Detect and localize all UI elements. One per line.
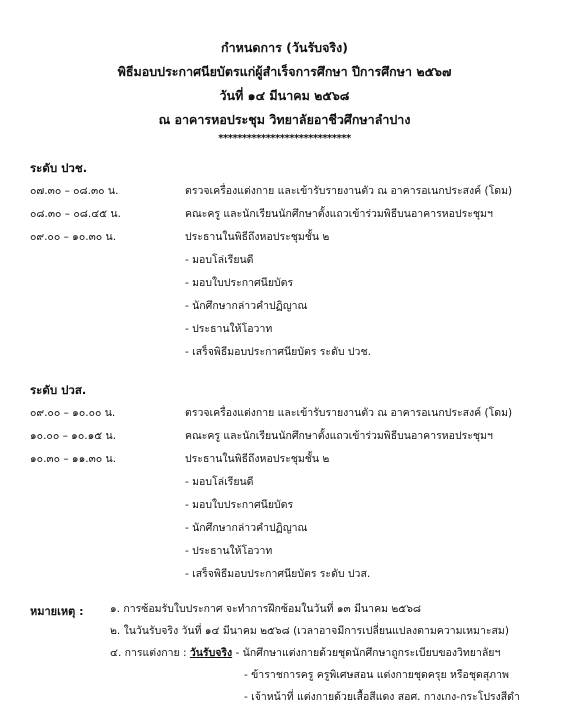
row-time: ๑๐.๐๐ – ๑๐.๑๕ น. — [30, 430, 117, 442]
row-time: ๐๙.๐๐ – ๑๐.๓๐ น. — [30, 231, 117, 243]
list-item: - มอบใบประกาศนียบัตร — [185, 499, 294, 511]
list-item: - มอบโล่เรียนดี — [185, 476, 254, 488]
dress-code-day: วันรับจริง — [189, 647, 233, 659]
dress-code-prefix: ๔. การแต่งกาย : — [110, 647, 190, 659]
note-item-rehearsal: ๑. การซ้อมรับใบประกาศ จะทำการฝึกซ้อมในวันที่ ๑๓ มีนาคม ๒๕๖๘ — [110, 603, 421, 615]
note-item-staff: - เจ้าหน้าที่ แต่งกายด้วยเสื้อสีแดง สอศ. กางเกง-กระโปรงสีดำ — [244, 691, 520, 703]
header-divider: **************************** — [218, 133, 351, 144]
row-description: ตรวจเครื่องแต่งกาย และเข้ารับรายงานตัว ณ อาคารอเนกประสงค์ (โดม) — [185, 407, 513, 419]
list-item: - นักศึกษากล่าวคำปฏิญาณ — [185, 300, 308, 312]
row-description: คณะครู และนักเรียนนักศึกษาตั้งแถวเข้าร่วมพิธีบนอาคารหอประชุมฯ — [185, 430, 493, 442]
list-item: - เสร็จพิธีมอบประกาศนียบัตร ระดับ ปวช. — [185, 346, 371, 358]
row-time: ๐๘.๓๐ – ๐๘.๔๕ น. — [30, 208, 121, 220]
note-item-teachers: - ข้าราชการครู ครูพิเศษสอน แต่งกายชุดครุย หรือชุดสุภาพ — [244, 669, 509, 681]
section-title-pvs: ระดับ ปวส. — [30, 383, 87, 397]
row-time: ๐๗.๓๐ – ๐๘.๓๐ น. — [30, 185, 119, 197]
header-title: กำหนดการ (วันรับจริง) — [221, 40, 348, 55]
header-date: วันที่ ๑๔ มีนาคม ๒๕๖๘ — [219, 88, 350, 103]
list-item: - มอบใบประกาศนียบัตร — [185, 277, 294, 289]
row-description: คณะครู และนักเรียนนักศึกษาตั้งแถวเข้าร่วมพิธีบนอาคารหอประชุมฯ — [185, 208, 493, 220]
list-item: - มอบโล่เรียนดี — [185, 254, 254, 266]
section-title-pvc: ระดับ ปวช. — [30, 161, 88, 175]
note-item-dress-code — [110, 646, 500, 660]
dress-code-students: - นักศึกษาแต่งกายด้วยชุดนักศึกษาถูกระเบียบของวิทยาลัยฯ — [232, 647, 501, 659]
row-description: ตรวจเครื่องแต่งกาย และเข้ารับรายงานตัว ณ อาคารอเนกประสงค์ (โดม) — [185, 185, 513, 197]
row-description: ประธานในพิธีถึงหอประชุมชั้น ๒ — [185, 231, 330, 243]
row-time: ๐๙.๐๐ – ๑๐.๐๐ น. — [30, 407, 116, 419]
row-time: ๑๐.๓๐ – ๑๑.๓๐ น. — [30, 453, 117, 465]
notes-label: หมายเหตุ : — [30, 605, 84, 618]
document-header — [0, 36, 569, 146]
list-item: - เสร็จพิธีมอบประกาศนียบัตร ระดับ ปวส. — [185, 568, 371, 580]
row-description: ประธานในพิธีถึงหอประชุมชั้น ๒ — [185, 453, 330, 465]
note-item-ceremony-day: ๒. ในวันรับจริง วันที่ ๑๔ มีนาคม ๒๕๖๘ (เวลาอาจมีการเปลี่ยนแปลงตามความเหมาะสม) — [110, 625, 509, 637]
list-item: - ประธานให้โอวาท — [185, 323, 273, 335]
header-venue: ณ อาคารหอประชุม วิทยาลัยอาชีวศึกษาลำปาง — [158, 112, 411, 127]
header-ceremony: พิธีมอบประกาศนียบัตรแก่ผู้สำเร็จการศึกษา ปีการศึกษา ๒๕๖๗ — [117, 64, 452, 79]
list-item: - ประธานให้โอวาท — [185, 545, 273, 557]
list-item: - นักศึกษากล่าวคำปฏิญาณ — [185, 522, 308, 534]
